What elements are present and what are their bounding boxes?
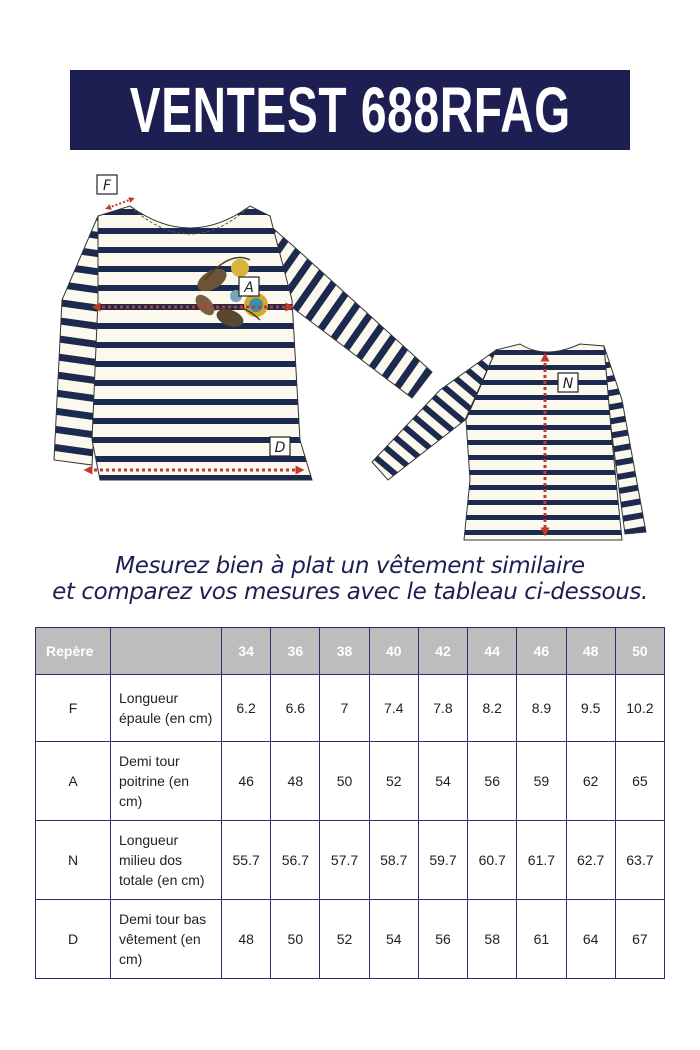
table-cell: 54 <box>369 900 418 979</box>
page-title: VENTEST 688RFAG <box>129 74 571 146</box>
header-description <box>111 628 222 675</box>
header-size: 46 <box>517 628 566 675</box>
svg-text:A: A <box>244 280 254 296</box>
table-cell: 59 <box>517 742 566 821</box>
table-cell: 52 <box>320 900 369 979</box>
table-cell: 50 <box>271 900 320 979</box>
row-code: A <box>36 742 111 821</box>
header-size: 40 <box>369 628 418 675</box>
svg-text:D: D <box>274 440 286 456</box>
header-size: 48 <box>566 628 615 675</box>
table-cell: 65 <box>615 742 664 821</box>
table-cell: 7.4 <box>369 675 418 742</box>
row-code: D <box>36 900 111 979</box>
table-cell: 58 <box>468 900 517 979</box>
header-size: 38 <box>320 628 369 675</box>
table-cell: 57.7 <box>320 821 369 900</box>
table-header-row <box>36 628 665 675</box>
title-banner <box>70 70 630 150</box>
table-cell: 8.9 <box>517 675 566 742</box>
header-repere: Repère <box>36 628 111 675</box>
svg-text:F: F <box>102 178 112 194</box>
row-code: N <box>36 821 111 900</box>
table-row <box>36 675 665 742</box>
table-cell: 6.6 <box>271 675 320 742</box>
table-cell: 50 <box>320 742 369 821</box>
header-size: 44 <box>468 628 517 675</box>
table-cell: 55.7 <box>222 821 271 900</box>
table-cell: 62 <box>566 742 615 821</box>
row-description: Longueur milieu dos totale (en cm) <box>111 821 222 900</box>
table-cell: 48 <box>222 900 271 979</box>
header-size: 34 <box>222 628 271 675</box>
table-cell: 63.7 <box>615 821 664 900</box>
table-cell: 61.7 <box>517 821 566 900</box>
row-description: Demi tour bas vêtement (en cm) <box>111 900 222 979</box>
marker-a <box>239 277 259 296</box>
table-cell: 52 <box>369 742 418 821</box>
garment-illustration <box>0 160 700 550</box>
marker-n <box>558 373 578 392</box>
header-size: 50 <box>615 628 664 675</box>
table-cell: 7.8 <box>418 675 467 742</box>
header-size: 36 <box>271 628 320 675</box>
table-cell: 48 <box>271 742 320 821</box>
row-code: F <box>36 675 111 742</box>
row-description: Longueur épaule (en cm) <box>111 675 222 742</box>
marker-f <box>97 175 117 194</box>
instructions-line-1: Mesurez bien à plat un vêtement similaire <box>115 553 585 579</box>
row-description: Demi tour poitrine (en cm) <box>111 742 222 821</box>
table-cell: 8.2 <box>468 675 517 742</box>
instructions-line-2: et comparez vos mesures avec le tableau ci-dessous. <box>52 579 648 605</box>
table-cell: 64 <box>566 900 615 979</box>
table-cell: 6.2 <box>222 675 271 742</box>
size-table <box>35 627 665 979</box>
front-garment <box>54 199 432 480</box>
table-cell: 62.7 <box>566 821 615 900</box>
table-cell: 56 <box>418 900 467 979</box>
table-cell: 10.2 <box>615 675 664 742</box>
table-cell: 54 <box>418 742 467 821</box>
header-size: 42 <box>418 628 467 675</box>
table-cell: 56 <box>468 742 517 821</box>
table-row <box>36 900 665 979</box>
table-cell: 7 <box>320 675 369 742</box>
table-cell: 56.7 <box>271 821 320 900</box>
measurement-instructions <box>20 553 680 605</box>
table-cell: 60.7 <box>468 821 517 900</box>
table-cell: 59.7 <box>418 821 467 900</box>
table-cell: 46 <box>222 742 271 821</box>
table-cell: 58.7 <box>369 821 418 900</box>
table-cell: 67 <box>615 900 664 979</box>
svg-text:N: N <box>562 376 574 392</box>
table-row <box>36 821 665 900</box>
marker-d <box>270 437 290 456</box>
table-cell: 9.5 <box>566 675 615 742</box>
table-cell: 61 <box>517 900 566 979</box>
table-row <box>36 742 665 821</box>
